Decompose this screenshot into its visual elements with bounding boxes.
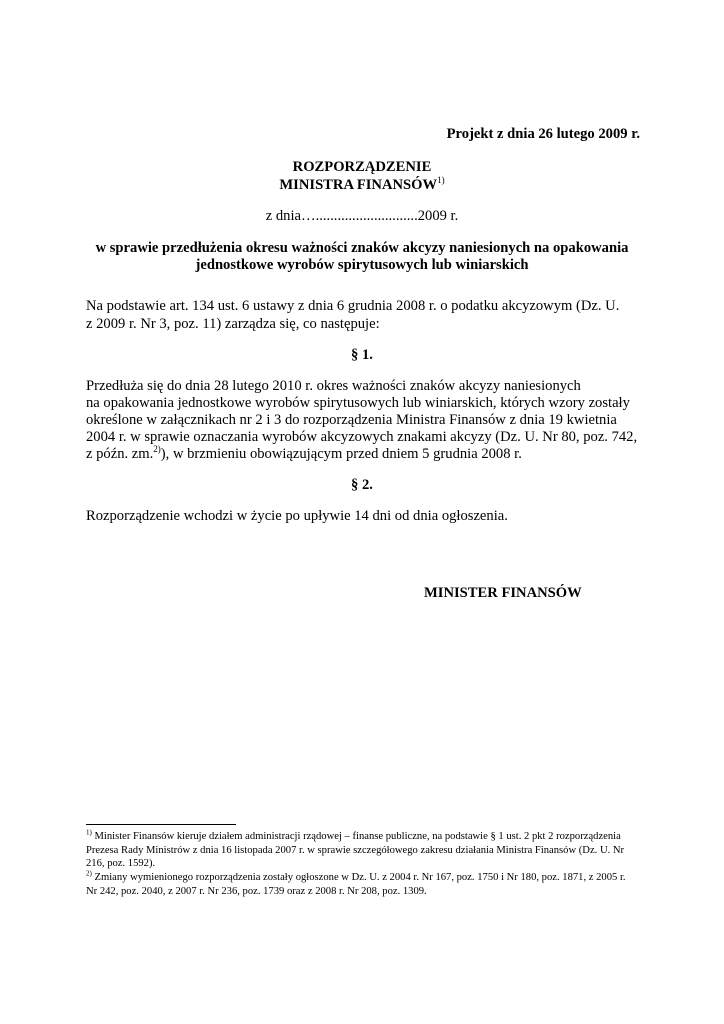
- footnote-1-line-3: 216, poz. 1592).: [86, 858, 156, 869]
- section-2-text: Rozporządzenie wchodzi w życie po upływie 14 dni od dnia ogłoszenia.: [86, 508, 508, 524]
- subject-line-1: w sprawie przedłużenia okresu ważności znaków akcyzy naniesionych na opakowania: [95, 240, 629, 256]
- section-1-line-5-b: ), w brzmieniu obowiązującym przed dniem 5 grudnia 2008 r.: [160, 446, 522, 462]
- section-1-line-4: 2004 r. w sprawie oznaczania wyrobów akcyzowych znakami akcyzy (Dz. U. Nr 80, poz. 742,: [86, 429, 638, 445]
- section-2-heading: § 2.: [351, 477, 373, 493]
- preamble-line-1: Na podstawie art. 134 ust. 6 ustawy z dnia 6 grudnia 2008 r. o podatku akcyzowym (Dz. U.: [86, 298, 620, 314]
- footnote-2-text: Zmiany wymienionego rozporządzenia zostały ogłoszone w Dz. U. z 2004 r. Nr 167, poz. 1750 i Nr 180, poz. 1871, z 2005 r.: [91, 872, 626, 883]
- footnote-1-marker: 1): [86, 828, 92, 837]
- section-1-line-1: Przedłuża się do dnia 28 lutego 2010 r. okres ważności znaków akcyzy naniesionych: [86, 378, 581, 394]
- footnote-ref-1: 1): [437, 175, 445, 186]
- section-1-heading: § 1.: [351, 347, 373, 363]
- title-ministry-text: MINISTRA FINANSÓW: [279, 177, 438, 193]
- footnote-separator: [86, 824, 236, 825]
- subject-line-2: jednostkowe wyrobów spirytusowych lub winiarskich: [195, 257, 529, 273]
- footnote-1-line-1: [86, 830, 646, 844]
- signature: MINISTER FINANSÓW: [424, 585, 582, 601]
- section-1-line-3: określone w załącznikach nr 2 i 3 do rozporządzenia Ministra Finansów z dnia 19 kwietnia: [86, 412, 617, 428]
- section-1-line-5-a: z późn. zm.: [86, 446, 154, 462]
- title-ministry: [180, 176, 544, 195]
- footnote-2-line-2: Nr 242, poz. 2040, z 2007 r. Nr 236, poz. 1739 oraz z 2008 r. Nr 208, poz. 1309.: [86, 885, 427, 897]
- footnote-2-line-1: [86, 871, 646, 885]
- title-regulation: ROZPORZĄDZENIE: [292, 159, 432, 175]
- preamble-line-2: z 2009 r. Nr 3, poz. 11) zarządza się, co następuje:: [86, 316, 380, 332]
- footnote-1-text: Minister Finansów kieruje działem administracji rządowej – finanse publiczne, na podstawie § 1 ust. 2 pkt 2 rozporządzenia: [91, 831, 621, 842]
- section-1-line-2: na opakowania jednostkowe wyrobów spirytusowych lub winiarskich, których wzory zostały: [86, 395, 630, 411]
- footnote-2-marker: 2): [86, 869, 92, 878]
- footnote-1-line-2: Prezesa Rady Ministrów z dnia 16 listopada 2007 r. w sprawie szczegółowego zakresu działania Ministra Finansów (Dz. U. Nr: [86, 844, 625, 856]
- project-date: Projekt z dnia 26 lutego 2009 r.: [446, 126, 640, 142]
- title-date-line: z dnia…............................2009 r.: [265, 208, 459, 224]
- footnote-1: [86, 830, 646, 871]
- footnote-ref-2: 2): [153, 444, 161, 455]
- footnote-2: [86, 871, 646, 898]
- section-1-line-5: [86, 445, 639, 464]
